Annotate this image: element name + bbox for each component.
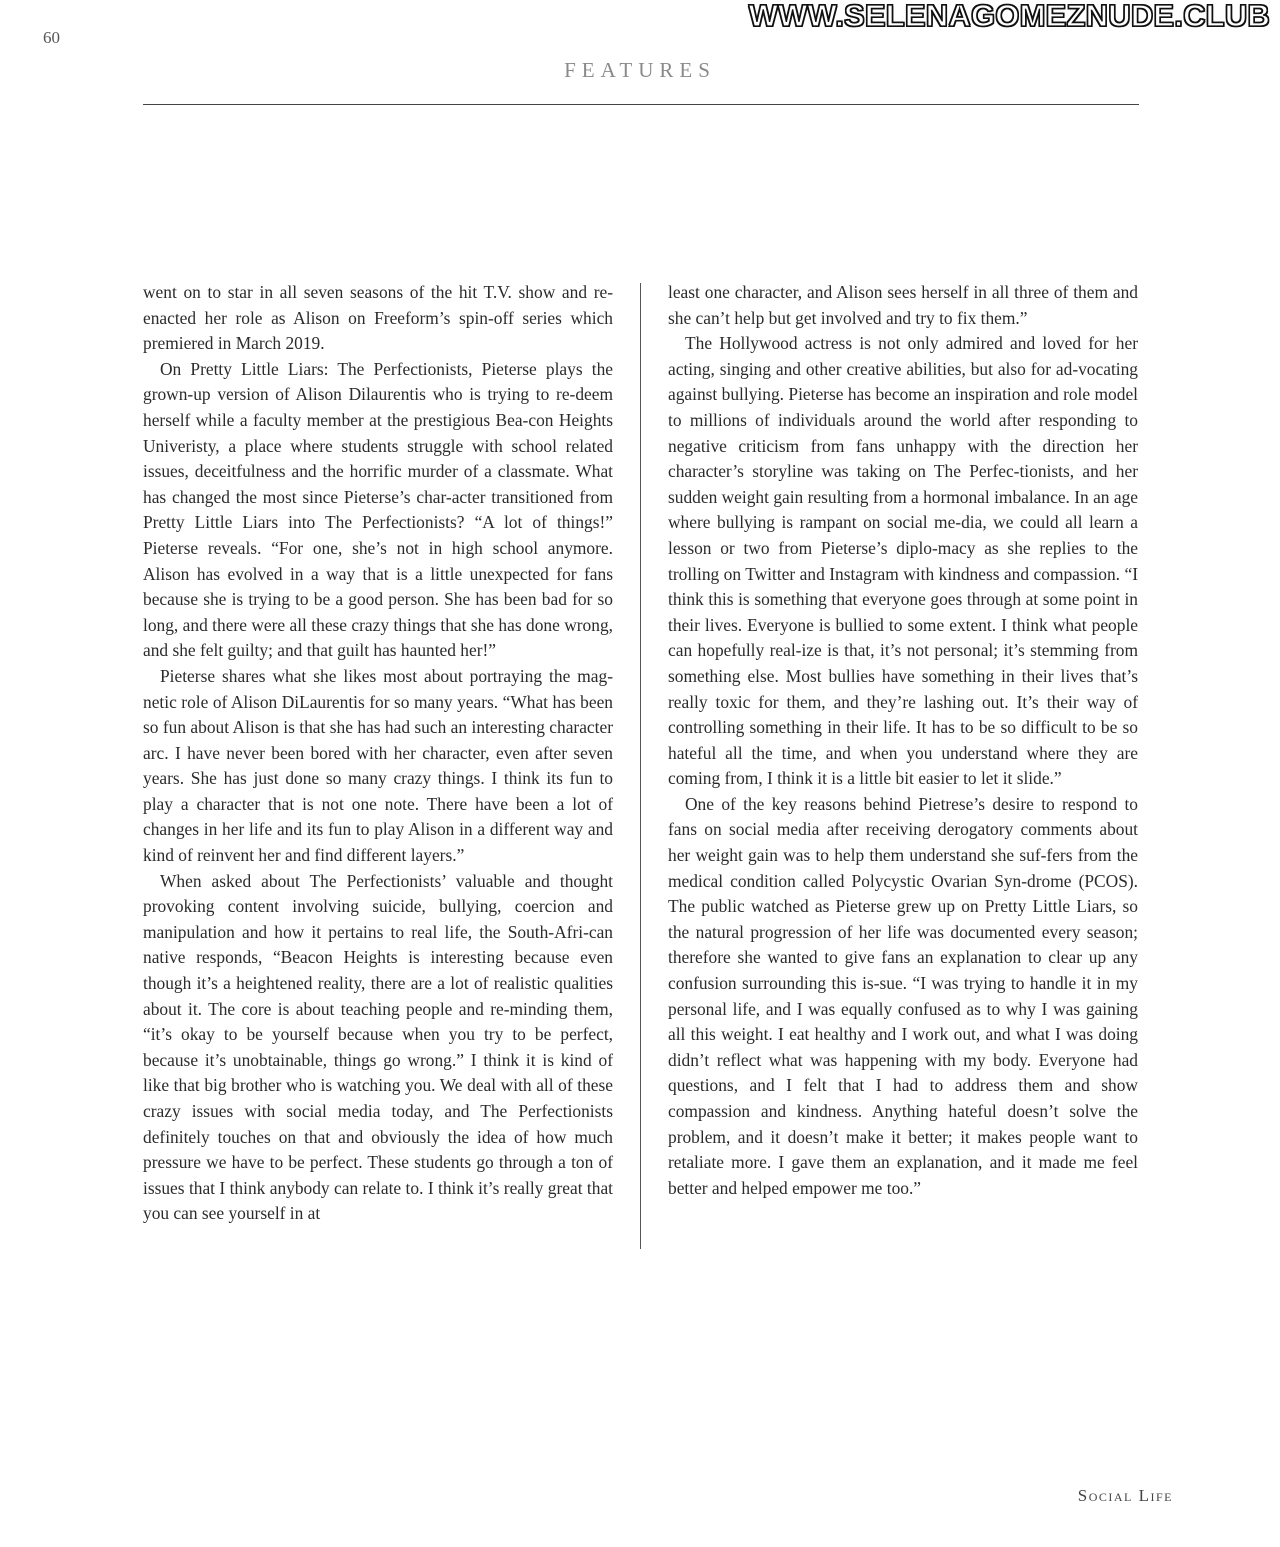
paragraph: went on to star in all seven seasons of the hit T.V. show and re-enacted her role as Alison on Freeform’s spin-off series which premiered in March 2019. [143,282,613,354]
paragraph: One of the key reasons behind Pietrese’s desire to respond to fans on social media after receiving derogatory comments about her weight gain was to help them understand she suf-fers from the medical condition called Polycystic Ovarian Syn-drome (PCOS). The public watched as Pieterse grew up on Pretty Little Liars, so the natural progression of her life was documented every season; therefore she wanted to give fans an explanation to clear up any confusion surrounding this is-sue. “I was trying to handle it in my personal life, and I was equally confused as to why I was gaining all this weight. I eat healthy and I work out, and what I was doing didn’t reflect what was happening with my body. Everyone had questions, and I felt that I had to address them and show compassion and kindness. Anything hateful doesn’t solve the problem, and it doesn’t make it better; it makes people want to retaliate more. I gave them an explanation, and it made me feel better and helped empower me too.” [668,793,1138,1198]
column-divider [640,283,641,1249]
watermark-text: WWW.SELENAGOMEZNUDE.CLUB [748,0,1270,33]
article-right-column [668,280,1138,1201]
page-number: 60 [43,28,60,47]
publication-footer: Social Life [1077,1486,1173,1505]
paragraph: When asked about The Perfectionists’ valuable and thought provoking content involving suicide, bullying, coercion and manipulation and how it pertains to real life, the South-Afri-can native responds, “Beacon Heights is interesting because even though it’s a heightened reality, there are a lot of realistic qualities about it. The core is about teaching people and re-minding them, “it’s okay to be yourself because when you try to be perfect, because it’s unobtainable, things go wrong.” I think it is kind of like that big brother who is watching you. We deal with all of these crazy issues with social media today, and The Perfectionists definitely touches on that and obviously the idea of how much pressure we have to be perfect. These students go through a ton of issues that I think anybody can relate to. I think it’s really great that you can see yourself in at [143,870,613,1224]
paragraph: Pieterse shares what she likes most about portraying the mag-netic role of Alison DiLaurentis for so many years. “What has been so fun about Alison is that she has had such an interesting character arc. I have never been bored with her character, even after seven years. She has just done so many crazy things. I think its fun to play a character that is not one note. There have been a lot of changes in her life and its fun to play Alison in a different way and kind of reinvent her and find different layers.” [143,665,613,866]
paragraph: least one character, and Alison sees herself in all three of them and she can’t help but get involved and try to fix them.” [668,282,1138,328]
section-header: FEATURES [564,58,716,82]
paragraph: The Hollywood actress is not only admired and loved for her acting, singing and other creative abilities, but also for ad-vocating against bullying. Pieterse has become an inspiration and role model to millions of individuals around the world after responding to negative criticism from fans unhappy with the direction her character’s storyline was taking on The Perfec-tionists, and her sudden weight gain resulting from a hormonal imbalance. In an age where bullying is rampant on social me-dia, we could all learn a lesson or two from Pieterse’s diplo-macy as she replies to the trolling on Twitter and Instagram with kindness and compassion. “I think this is something that everyone goes through at some point in their lives. Everyone is bullied to some extent. I think what people can hopefully real-ize is that, it’s not personal; it’s stemming from something else. Most bullies have something in their lives that’s really toxic for them, and they’re lashing out. It’s their way of controlling something in their life. It has to be so difficult to be so hateful all the time, and when you understand where they are coming from, I think it is a little bit easier to let it slide.” [668,333,1138,789]
article-left-column [143,280,613,1227]
paragraph: On Pretty Little Liars: The Perfectionists, Pieterse plays the grown-up version of Alison Dilaurentis who is trying to re-deem herself while a faculty member at the prestigious Bea-con Heights Univeristy, a place where students struggle with school related issues, deceitfulness and the horrific murder of a classmate. What has changed the most since Pieterse’s char-acter transitioned from Pretty Little Liars into The Perfectionists? “A lot of things!” Pieterse reveals. “For one, she’s not in high school anymore. Alison has evolved in a way that is a little unexpected for fans because she is trying to be a good person. She has been bad for so long, and there were all these crazy things that she has done wrong, and she felt guilty; and that guilt has haunted her!” [143,358,613,661]
header-divider [143,104,1139,105]
